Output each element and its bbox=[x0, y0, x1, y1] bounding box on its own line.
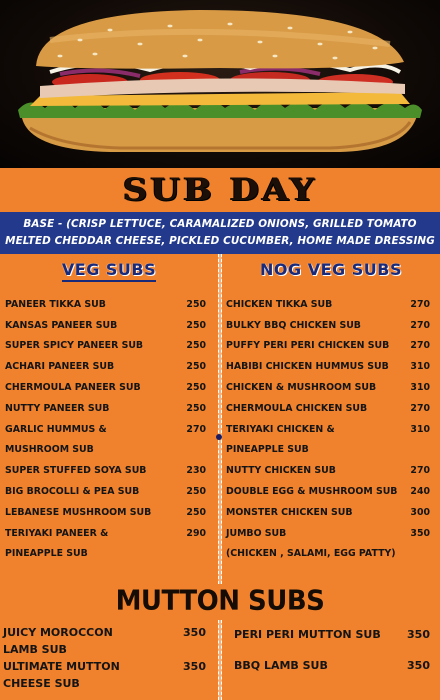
list-item bbox=[222, 657, 440, 674]
item-price: 250 bbox=[186, 340, 206, 352]
list-item bbox=[0, 336, 218, 357]
item-price: 350 bbox=[407, 628, 430, 641]
list-item bbox=[0, 419, 218, 440]
item-name: CHERMOULA CHICKEN SUB bbox=[226, 402, 368, 414]
item-price: 250 bbox=[186, 486, 206, 498]
list-item bbox=[0, 523, 218, 544]
veg-heading bbox=[0, 254, 218, 286]
list-item bbox=[0, 624, 218, 641]
item-name: PINEAPPLE SUB bbox=[5, 548, 88, 560]
item-price: 290 bbox=[186, 527, 206, 539]
item-price: 270 bbox=[186, 423, 206, 435]
item-name: NUTTY PANEER SUB bbox=[5, 402, 110, 414]
list-item bbox=[0, 315, 218, 336]
nonveg-items bbox=[222, 286, 440, 564]
list-item bbox=[0, 658, 218, 675]
list-item bbox=[222, 419, 440, 440]
list-item bbox=[0, 481, 218, 502]
item-name: SUPER SPICY PANEER SUB bbox=[5, 340, 144, 352]
item-price: 250 bbox=[186, 402, 206, 414]
veg-column bbox=[0, 254, 218, 584]
list-item bbox=[0, 440, 218, 461]
item-name: HABIBI CHICKEN HUMMUS SUB bbox=[226, 361, 389, 373]
list-item bbox=[0, 460, 218, 481]
item-name: GARLIC HUMMUS & bbox=[5, 423, 107, 435]
item-name: CHICKEN & MUSHROOM SUB bbox=[226, 382, 377, 394]
list-item bbox=[222, 336, 440, 357]
list-item bbox=[222, 315, 440, 336]
item-price: 270 bbox=[410, 340, 430, 352]
item-name: BBQ LAMB SUB bbox=[234, 659, 328, 672]
item-name: PINEAPPLE SUB bbox=[226, 444, 309, 456]
list-item bbox=[222, 523, 440, 544]
item-name: KANSAS PANEER SUB bbox=[5, 319, 118, 331]
veg-items bbox=[0, 286, 218, 564]
item-name: NUTTY CHICKEN SUB bbox=[226, 465, 336, 477]
item-price: 270 bbox=[410, 402, 430, 414]
item-price: 310 bbox=[410, 423, 430, 435]
item-name: ULTIMATE MUTTON bbox=[3, 660, 120, 673]
item-name: TERIYAKI CHICKEN & bbox=[226, 423, 335, 435]
item-name: LAMB SUB bbox=[3, 643, 67, 656]
item-price: 350 bbox=[183, 626, 206, 639]
item-price: 250 bbox=[186, 506, 206, 518]
list-item bbox=[0, 502, 218, 523]
item-price: 350 bbox=[183, 660, 206, 673]
item-name: JUMBO SUB bbox=[226, 527, 287, 539]
nonveg-heading-text: NOG VEG SUBS bbox=[260, 260, 402, 279]
item-price: 240 bbox=[410, 486, 430, 498]
item-name: LEBANESE MUSHROOM SUB bbox=[5, 506, 152, 518]
item-name: BIG BROCOLLI & PEA SUB bbox=[5, 486, 140, 498]
item-price: 250 bbox=[186, 319, 206, 331]
item-name: CHERMOULA PANEER SUB bbox=[5, 382, 141, 394]
item-name: TERIYAKI PANEER & bbox=[5, 527, 109, 539]
list-item bbox=[222, 440, 440, 461]
item-name: SUPER STUFFED SOYA SUB bbox=[5, 465, 147, 477]
base-description bbox=[0, 212, 440, 254]
list-item bbox=[0, 294, 218, 315]
base-line-2: MELTED CHEDDAR CHEESE, PICKLED CUCUMBER, HOME MADE DRESSING bbox=[5, 235, 435, 247]
item-price: 270 bbox=[410, 319, 430, 331]
item-price: 270 bbox=[410, 298, 430, 310]
item-price: 350 bbox=[407, 659, 430, 672]
item-name: ACHARI PANEER SUB bbox=[5, 361, 115, 373]
item-price: 250 bbox=[186, 382, 206, 394]
mutton-heading: MUTTON SUBS bbox=[115, 585, 325, 617]
veg-heading-text: VEG SUBS bbox=[62, 260, 156, 282]
item-price: 310 bbox=[410, 361, 430, 373]
item-name: CHICKEN TIKKA SUB bbox=[226, 298, 333, 310]
list-item bbox=[222, 481, 440, 502]
item-price: 350 bbox=[410, 527, 430, 539]
mutton-right-list bbox=[222, 624, 440, 700]
list-item bbox=[222, 460, 440, 481]
item-name: MONSTER CHICKEN SUB bbox=[226, 506, 353, 518]
list-item bbox=[0, 675, 218, 692]
item-price: 250 bbox=[186, 361, 206, 373]
item-name: PANEER TIKKA SUB bbox=[5, 298, 106, 310]
list-item bbox=[222, 502, 440, 523]
item-price: 250 bbox=[186, 298, 206, 310]
list-item bbox=[0, 377, 218, 398]
item-price: 270 bbox=[410, 465, 430, 477]
list-item bbox=[0, 544, 218, 565]
item-name: CHEESE SUB bbox=[3, 677, 80, 690]
item-name: PUFFY PERI PERI CHICKEN SUB bbox=[226, 340, 390, 352]
item-price: 300 bbox=[410, 506, 430, 518]
page-title: SUB DAY bbox=[122, 171, 318, 209]
title-band bbox=[0, 168, 440, 212]
list-item bbox=[222, 377, 440, 398]
list-item bbox=[222, 294, 440, 315]
item-name: JUICY MOROCCON bbox=[3, 626, 113, 639]
list-item bbox=[222, 544, 440, 565]
base-line-1: BASE - (CRISP LETTUCE, CARAMALIZED ONIONS, GRILLED TOMATO bbox=[23, 218, 417, 230]
list-item bbox=[222, 398, 440, 419]
item-price: 230 bbox=[186, 465, 206, 477]
mutton-left-list bbox=[0, 624, 218, 700]
list-item bbox=[0, 641, 218, 658]
item-name: (CHICKEN , SALAMI, EGG PATTY) bbox=[226, 548, 396, 560]
item-name: BULKY BBQ CHICKEN SUB bbox=[226, 319, 361, 331]
nonveg-column bbox=[222, 254, 440, 584]
sandwich-photo bbox=[0, 0, 440, 168]
item-price: 310 bbox=[410, 382, 430, 394]
item-name: DOUBLE EGG & MUSHROOM SUB bbox=[226, 486, 398, 498]
item-name: MUSHROOM SUB bbox=[5, 444, 94, 456]
item-name: PERI PERI MUTTON SUB bbox=[234, 628, 381, 641]
nonveg-heading bbox=[222, 254, 440, 286]
list-item bbox=[0, 356, 218, 377]
list-item bbox=[0, 398, 218, 419]
list-item bbox=[222, 626, 440, 643]
list-item bbox=[222, 356, 440, 377]
